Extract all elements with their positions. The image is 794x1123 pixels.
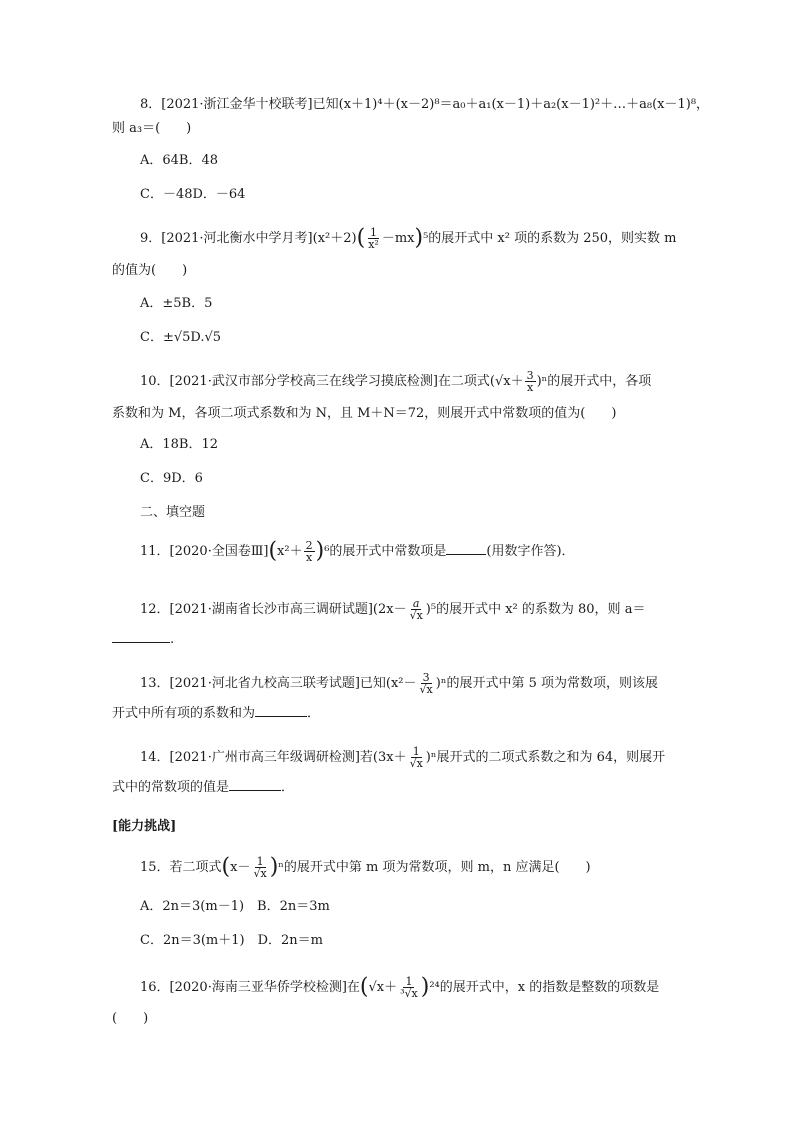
q12-tail: . bbox=[170, 632, 175, 647]
q9-stem-line2: 的值为( ) bbox=[112, 263, 188, 278]
q8-stem-line1: 8．[2021·浙江金华十校联考]已知(x＋1)⁴＋(x－2)⁸＝a₀＋a₁(x－1)＋a₂(x－1)²＋…＋a₈(x－1)⁸， bbox=[140, 97, 710, 112]
q13-stem-line2 bbox=[112, 704, 320, 723]
q13-fraction bbox=[418, 672, 435, 695]
q9-suffix: ⁵的展开式中 x² 项的系数为 250，则实数 m bbox=[423, 231, 677, 246]
q14-frac-den: √x bbox=[409, 757, 423, 770]
q12-fraction bbox=[408, 598, 425, 621]
q11-stem bbox=[140, 540, 575, 563]
q9-open-paren: ( bbox=[356, 225, 366, 251]
q14-line2: 式中的常数项的值是 bbox=[112, 780, 230, 795]
q15-options-ab: A．2n＝3(m－1) B．2n＝3m bbox=[140, 899, 330, 914]
q14-stem-line2 bbox=[112, 778, 294, 797]
q13-frac-num: 3 bbox=[422, 671, 430, 684]
q12-frac-den: √x bbox=[409, 609, 423, 622]
q9-mid: －mx bbox=[381, 231, 415, 246]
q9-stem-line1 bbox=[140, 227, 677, 250]
q11-inner: x²＋ bbox=[277, 544, 303, 559]
q11-tail: (用数字作答)． bbox=[486, 544, 575, 559]
q16-stem-line2: ( ) bbox=[112, 1011, 149, 1026]
q10-stem-line1 bbox=[140, 370, 651, 393]
q11-prefix: 11．[2020·全国卷Ⅲ] bbox=[140, 544, 269, 559]
q13-frac-den: √x bbox=[419, 683, 433, 696]
q12-frac-num: a bbox=[412, 597, 420, 610]
q16-fraction bbox=[398, 976, 420, 999]
q16-close-paren: ) bbox=[420, 974, 430, 1000]
q10-suffix: )ⁿ的展开式中，各项 bbox=[536, 374, 652, 389]
q8-options-ab: A．64B．48 bbox=[140, 153, 219, 168]
q14-prefix: 14．[2021·广州市高三年级调研检测]若(3x＋ bbox=[140, 750, 407, 765]
q14-answer-blank[interactable] bbox=[229, 778, 281, 791]
q13-prefix: 13．[2021·河北省九校高三联考试题]已知(x²－ bbox=[140, 676, 417, 691]
q13-line2: 开式中所有项的系数和为 bbox=[112, 706, 256, 721]
q15-options-cd: C．2n＝3(m＋1) D．2n＝m bbox=[140, 933, 323, 948]
q9-frac-den: x² bbox=[368, 238, 379, 251]
q10-fraction bbox=[525, 370, 536, 393]
q11-answer-blank[interactable] bbox=[446, 542, 486, 555]
q12-prefix: 12．[2021·湖南省长沙市高三调研试题](2x－ bbox=[140, 602, 407, 617]
q13-stem-line1 bbox=[140, 672, 658, 695]
q13-tail: ． bbox=[307, 706, 321, 721]
q16-inner: √x＋ bbox=[368, 980, 398, 995]
q10-prefix: 10．[2021·武汉市部分学校高三在线学习摸底检测]在二项式(√x＋ bbox=[140, 374, 524, 389]
q10-options-cd: C．9D．6 bbox=[140, 471, 203, 486]
q15-fraction bbox=[251, 856, 268, 879]
q9-fraction bbox=[366, 227, 381, 250]
q15-frac-num: 1 bbox=[256, 855, 264, 868]
section-fill-in-heading: 二、填空题 bbox=[140, 505, 206, 520]
q9-options-ab: A．±5B．5 bbox=[140, 296, 213, 311]
q14-fraction bbox=[408, 746, 425, 769]
q11-open-paren: ( bbox=[268, 538, 278, 564]
q10-frac-den: x bbox=[526, 381, 534, 394]
q12-answer-blank[interactable] bbox=[112, 630, 170, 643]
q9-close-paren: ) bbox=[414, 225, 424, 251]
q11-suffix: ⁶的展开式中常数项是 bbox=[324, 544, 447, 559]
q9-frac-num: 1 bbox=[370, 226, 377, 239]
q14-suffix: )ⁿ展开式的二项式系数之和为 64，则展开 bbox=[425, 750, 666, 765]
q15-frac-den: √x bbox=[253, 867, 267, 880]
q11-fraction bbox=[304, 540, 315, 563]
q16-frac-den: ³√x bbox=[400, 987, 418, 1000]
q13-suffix: )ⁿ的展开式中第 5 项为常数项，则该展 bbox=[435, 676, 658, 691]
q10-frac-num: 3 bbox=[526, 369, 534, 382]
q14-stem-line1 bbox=[140, 746, 665, 769]
q15-open-paren: ( bbox=[221, 854, 231, 880]
q10-options-ab: A．18B．12 bbox=[140, 437, 219, 452]
q10-stem-line2: 系数和为 M，各项二项式系数和为 N，且 M＋N＝72，则展开式中常数项的值为( ) bbox=[112, 406, 617, 421]
q16-open-paren: ( bbox=[359, 974, 369, 1000]
q15-stem bbox=[140, 856, 591, 879]
q15-inner: x－ bbox=[230, 860, 251, 875]
q16-prefix: 16．[2020·海南三亚华侨学校检测]在 bbox=[140, 980, 360, 995]
q9-options-cd: C．±√5D.√5 bbox=[140, 330, 222, 345]
q11-frac-den: x bbox=[305, 551, 313, 564]
q16-suffix: ²⁴的展开式中，x 的指数是整数的项数是 bbox=[429, 980, 660, 995]
q14-tail: ． bbox=[281, 780, 295, 795]
q11-close-paren: ) bbox=[315, 538, 325, 564]
q12-suffix: )⁵的展开式中 x² 的系数为 80，则 a＝ bbox=[425, 602, 646, 617]
q15-suffix: ⁿ的展开式中第 m 项为常数项，则 m，n 应满足( ) bbox=[278, 860, 591, 875]
q13-answer-blank[interactable] bbox=[255, 704, 307, 717]
q15-prefix: 15．若二项式 bbox=[140, 860, 222, 875]
q9-prefix: 9．[2021·河北衡水中学月考](x²＋2) bbox=[140, 231, 357, 246]
q16-stem-line1 bbox=[140, 976, 659, 999]
q12-stem-line1 bbox=[140, 598, 645, 621]
q15-close-paren: ) bbox=[269, 854, 279, 880]
section-challenge-heading: [能力挑战] bbox=[112, 819, 177, 834]
q8-options-cd: C．－48D．－64 bbox=[140, 187, 246, 202]
q8-stem-line2: 则 a₃＝( ) bbox=[112, 121, 192, 136]
q12-stem-line2 bbox=[112, 630, 174, 649]
q16-frac-num: 1 bbox=[405, 975, 413, 988]
q14-frac-num: 1 bbox=[412, 745, 420, 758]
q11-frac-num: 2 bbox=[305, 539, 313, 552]
